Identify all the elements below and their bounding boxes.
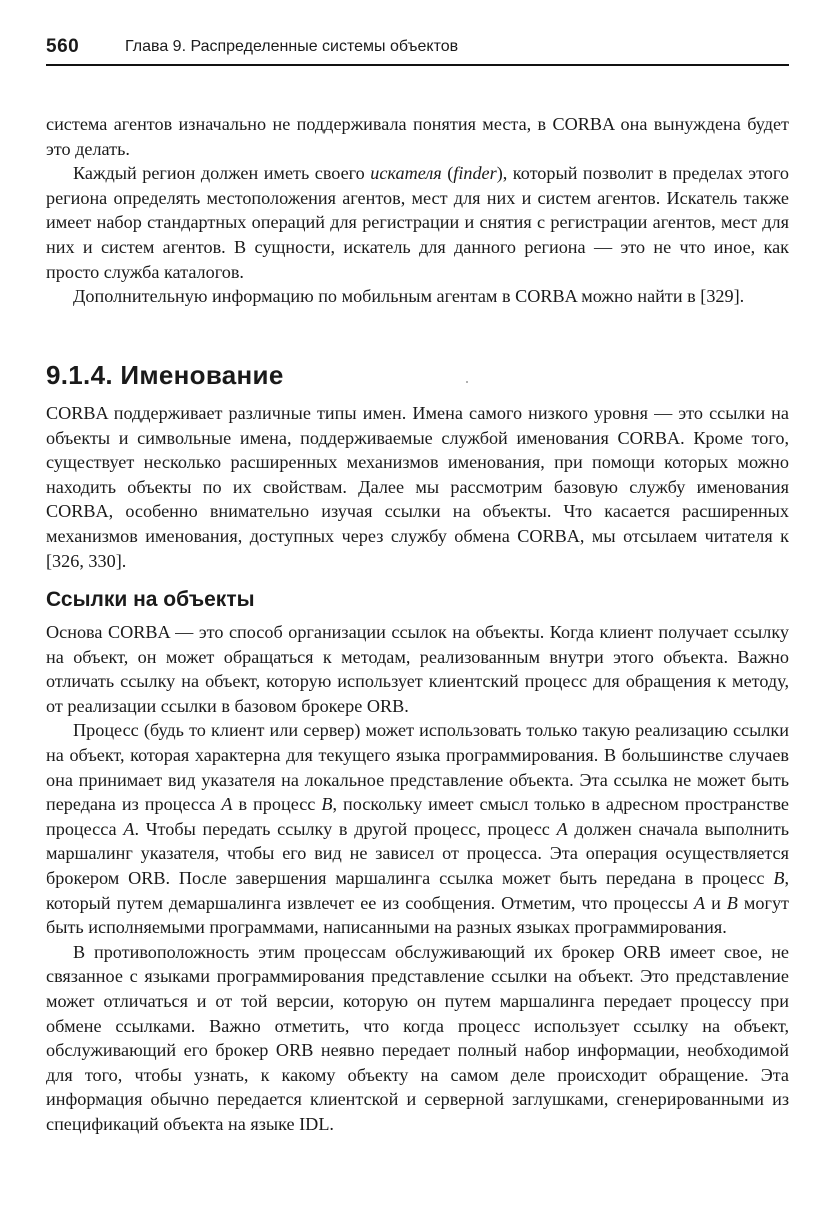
section-heading: 9.1.4. Именование — [46, 360, 284, 390]
subsection-heading: Ссылки на объекты — [46, 588, 255, 611]
variable-b: B — [321, 794, 333, 815]
text-run: ( — [441, 163, 454, 184]
variable-a: A — [221, 794, 233, 815]
paragraph: CORBA поддерживает различные типы имен. Имена самого низкого уровня — это ссылки на объекты и символьные имена, поддерживаемые службой именования CORBA. Кроме того, существует несколько расширенных механизмов именования, при помощи которых можно находить объекты по их свойствам. Далее мы рассмотрим базовую службу именования CORBA, особенно внимательно изучая ссылки на объекты. Что касается расширенных механизмов именования, доступных через службу обмена CORBA, мы отсылаем читателя к [326, 330]. — [46, 403, 789, 571]
paragraph: Основа CORBA — это способ организации ссылок на объекты. Когда клиент получает ссылку на объект, он может обращаться к методам, реализованным внутри этого объекта. Важно отличать ссылку на объект, которую использует клиентский процесс для обращения к методу, от реализации ссылки в базовом брокере ORB. — [46, 622, 789, 716]
text-run: ), который позволит в пределах этого региона определять местоположения агентов, мест для них и систем агентов. Искатель также имеет набор стандартных операций для регистрации и снятия с регистрации агентов, мест для них и систем агентов. В сущности, искатель для данного региона — это не что иное, как просто служба каталогов. — [46, 163, 789, 282]
text-run: . Чтобы передать ссылку в другой процесс, процесс — [134, 818, 557, 839]
paragraph: система агентов изначально не поддерживала понятия места, в CORBA она вынуждена будет это делать. — [46, 114, 789, 159]
paragraph: Дополнительную информацию по мобильным агентам в CORBA можно найти в [329]. — [73, 286, 745, 307]
intro-text — [46, 112, 789, 309]
text-run: , который путем демаршалинга извлечет ее из сообщения. Отметим, что процессы — [46, 867, 789, 913]
text-run: Процесс (будь то клиент или сервер) может использовать только такую реализацию ссылки на объект, которая характерна для текущего языка программирования. В большинстве случаев она принимает вид указателя на локальное представление объекта. Эта ссылка не может быть передана из процесса — [46, 720, 789, 815]
paragraph — [46, 161, 789, 284]
section-text — [46, 401, 789, 573]
page-header — [46, 36, 789, 66]
variable-a: A — [123, 818, 135, 839]
paragraph — [46, 718, 789, 939]
print-speck — [466, 381, 468, 383]
term-finder-en: finder — [453, 163, 497, 184]
text-run: и — [705, 892, 727, 913]
text-run: Каждый регион должен иметь своего — [73, 163, 371, 184]
page-number: 560 — [46, 36, 80, 57]
variable-a: A — [556, 818, 568, 839]
term-finder-ru: искателя — [370, 163, 442, 184]
variable-b: B — [773, 867, 785, 888]
text-run: должен сначала выполнить маршалинг указателя, чтобы его вид не зависел от процесса. Эта операция осуществляется брокером ORB. После завершения маршалинга ссылка может быть передана в процесс — [46, 818, 790, 888]
variable-a: A — [693, 892, 706, 913]
text-run: могут быть исполняемыми программами, написанными на разных языках программирования. — [46, 892, 790, 938]
subsection-text — [46, 620, 789, 1136]
text-run: в процесс — [232, 794, 322, 815]
paragraph: В противоположность этим процессам обслуживающий их брокер ORB имеет свое, не связанное с языками программирования представление ссылки на объект. Это представление может отличаться и от той версии, которую он путем маршалинга передает процессу при обмене ссылками. Важно отметить, что когда процесс использует ссылку на объект, обслуживающий его брокер ORB неявно передает полный набор информации, необходимой для того, чтобы узнать, к какому объекту на самом деле происходит обращение. Эта информация обычно передается клиентской и серверной заглушками, сгенерированными из спецификаций объекта на языке IDL. — [46, 941, 789, 1134]
running-title: Глава 9. Распределенные системы объектов — [125, 38, 459, 55]
text-run: , поскольку имеет смысл только в адресном пространстве процесса — [46, 794, 789, 839]
variable-b: B — [726, 892, 738, 913]
